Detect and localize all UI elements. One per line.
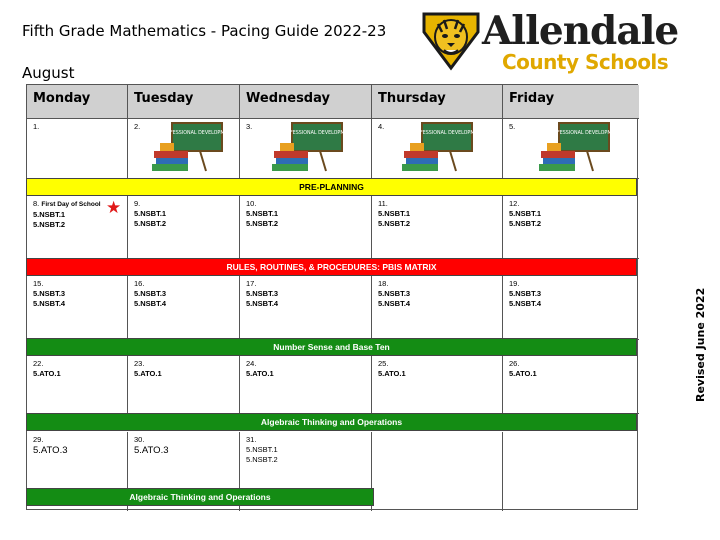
standard-code: 5.ATO.1 <box>33 369 61 378</box>
day-cell <box>503 276 639 340</box>
day-header-monday: Monday <box>27 85 128 119</box>
district-logo <box>420 8 679 78</box>
logo-wordmark: Allendale <box>482 8 679 54</box>
standard-code: 5.ATO.1 <box>509 369 537 378</box>
professional-development-icon <box>537 121 622 175</box>
date-label: 15. <box>33 279 44 288</box>
standard-code: 5.NSBT.2 <box>509 219 542 228</box>
pd-sign-text: PROFESSIONAL DEVELOPMENT <box>279 131 355 136</box>
band-pbis-matrix: RULES, ROUTINES, & PROCEDURES: PBIS MATRIX <box>26 258 637 276</box>
day-cell <box>503 196 639 259</box>
date-label: 30. <box>134 435 145 444</box>
date-label: 4. <box>378 122 385 131</box>
date-label: 23. <box>134 359 145 368</box>
standard-code: 5.NSBT.1 <box>246 209 279 218</box>
day-cell <box>128 356 240 414</box>
date-label: 22. <box>33 359 44 368</box>
day-cell <box>128 196 240 259</box>
band-number-sense: Number Sense and Base Ten <box>26 338 637 356</box>
date-label: 10. <box>246 199 257 208</box>
standard-code: 5.ATO.3 <box>33 445 68 456</box>
standard-code: 5.NSBT.2 <box>134 219 167 228</box>
standard-code: 5.NSBT.4 <box>134 299 167 308</box>
date-label: 19. <box>509 279 520 288</box>
date-label: 29. <box>33 435 44 444</box>
standard-code: 5.NSBT.4 <box>246 299 279 308</box>
day-cell <box>27 276 128 340</box>
date-label: 11. <box>378 199 388 208</box>
standard-code: 5.NSBT.3 <box>33 289 66 298</box>
day-cell <box>503 356 639 414</box>
standard-code: 5.NSBT.1 <box>509 209 542 218</box>
pd-sign-text: PROFESSIONAL DEVELOPMENT <box>409 131 485 136</box>
tiger-mascot-icon <box>420 10 482 72</box>
day-header-thursday: Thursday <box>372 85 503 119</box>
pd-sign-text: PROFESSIONAL DEVELOPMENT <box>159 131 235 136</box>
standard-code: 5.ATO.1 <box>134 369 162 378</box>
standard-code: 5.NSBT.3 <box>509 289 542 298</box>
page-title: Fifth Grade Mathematics - Pacing Guide 2022-23 <box>22 22 387 40</box>
date-label: 3. <box>246 122 253 131</box>
pd-sign-text: PROFESSIONAL DEVELOPMENT <box>546 131 622 136</box>
day-cell-empty <box>372 432 503 511</box>
day-cell <box>372 276 503 340</box>
standard-code: 5.NSBT.1 <box>134 209 167 218</box>
day-cell <box>240 196 372 259</box>
day-cell <box>27 119 128 179</box>
standard-code: 5.NSBT.1 <box>246 445 278 454</box>
day-cell <box>240 276 372 340</box>
date-label: 12. <box>509 199 520 208</box>
day-cell <box>240 356 372 414</box>
professional-development-icon <box>400 121 485 175</box>
date-label: 9. <box>134 199 141 208</box>
band-algebraic-thinking: Algebraic Thinking and Operations <box>26 488 374 506</box>
day-cell <box>372 196 503 259</box>
first-day-note: First Day of School <box>41 201 101 208</box>
standard-code: 5.NSBT.4 <box>509 299 542 308</box>
date-label: 5. <box>509 122 516 131</box>
standard-code: 5.NSBT.3 <box>134 289 167 298</box>
standard-code: 5.NSBT.2 <box>33 220 66 229</box>
professional-development-icon <box>150 121 235 175</box>
month-label: August <box>22 64 75 82</box>
day-cell <box>128 276 240 340</box>
day-cell <box>27 356 128 414</box>
standard-code: 5.NSBT.3 <box>378 289 411 298</box>
band-pre-planning: PRE-PLANNING <box>26 178 637 196</box>
date-label: 1. <box>33 122 40 131</box>
date-label: 31. <box>246 435 257 444</box>
date-label: 25. <box>378 359 389 368</box>
date-label: 18. <box>378 279 389 288</box>
star-icon: ★ <box>106 198 122 217</box>
date-label: 8. <box>33 199 40 208</box>
day-cell <box>372 356 503 414</box>
band-algebraic-thinking: Algebraic Thinking and Operations <box>26 413 637 431</box>
standard-code: 5.ATO.1 <box>246 369 274 378</box>
standard-code: 5.NSBT.1 <box>378 209 411 218</box>
standard-code: 5.NSBT.1 <box>33 210 66 219</box>
day-header-friday: Friday <box>503 85 639 119</box>
standard-code: 5.ATO.1 <box>378 369 406 378</box>
standard-code: 5.NSBT.2 <box>378 219 411 228</box>
standard-code: 5.NSBT.3 <box>246 289 279 298</box>
date-label: 26. <box>509 359 520 368</box>
date-label: 24. <box>246 359 257 368</box>
revised-note: Revised June 2022 <box>694 287 707 402</box>
date-label: 2. <box>134 122 141 131</box>
standard-code: 5.NSBT.4 <box>378 299 411 308</box>
standard-code: 5.ATO.3 <box>134 445 169 456</box>
date-label: 17. <box>246 279 257 288</box>
professional-development-icon <box>270 121 355 175</box>
date-label: 16. <box>134 279 145 288</box>
standard-code: 5.NSBT.2 <box>246 455 278 464</box>
logo-subtitle: County Schools <box>502 50 669 74</box>
day-header-tuesday: Tuesday <box>128 85 240 119</box>
day-header-wednesday: Wednesday <box>240 85 372 119</box>
day-cell-empty <box>503 432 639 511</box>
standard-code: 5.NSBT.4 <box>33 299 66 308</box>
standard-code: 5.NSBT.2 <box>246 219 279 228</box>
